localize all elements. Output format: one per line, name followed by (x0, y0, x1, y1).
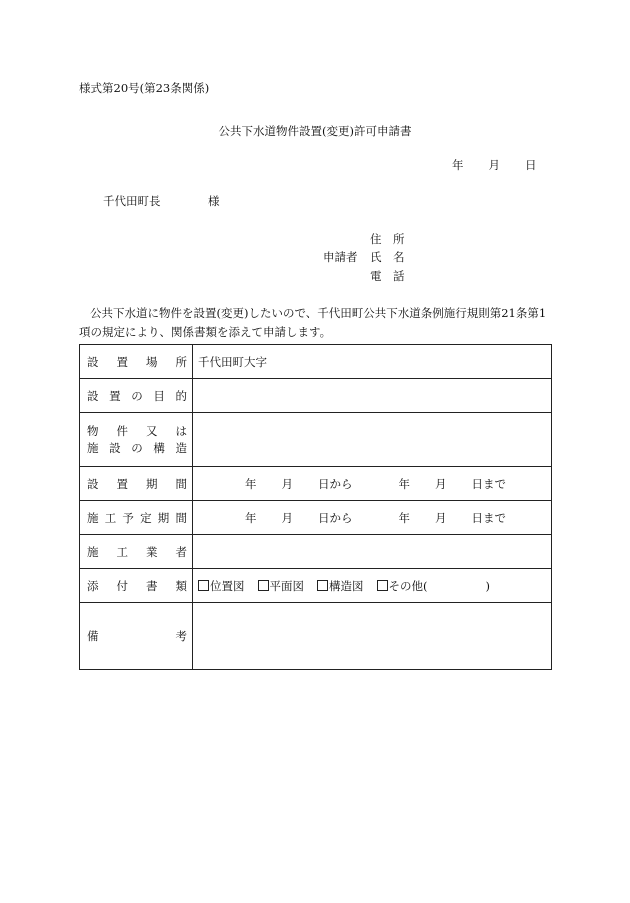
form-number: 様式第20号(第23条関係) (79, 81, 210, 95)
body-text: 公共下水道に物件を設置(変更)したいので、千代田町公共下水道条例施行規則第21条第1項の規定により、関係書類を添えて申請します。 (79, 306, 547, 339)
contractor-label: 施 工 業 者 (80, 535, 193, 569)
structure-value[interactable] (193, 413, 552, 467)
application-table (79, 344, 552, 670)
recipient-suffix: 様 (208, 194, 220, 208)
attachment-item[interactable]: その他( (377, 578, 428, 594)
remarks-value[interactable] (193, 603, 552, 670)
applicant-role: 申請者 (323, 250, 358, 264)
period-label: 設 置 期 間 (80, 467, 193, 501)
checkbox-icon[interactable] (377, 580, 388, 591)
contractor-value[interactable] (193, 535, 552, 569)
recipient-name: 千代田町長 (103, 194, 161, 208)
applicant-name-label: 氏 名 (370, 250, 405, 264)
attachment-item[interactable]: 平面図 (258, 578, 305, 594)
date-line (452, 157, 537, 173)
attachments-close: ) (485, 578, 490, 593)
checkbox-icon[interactable] (258, 580, 269, 591)
period-value[interactable]: 年 月 日から 年 月 日まで (193, 467, 552, 501)
date-day: 日 (525, 158, 537, 172)
location-label-text: 設 置 場 所 (87, 354, 187, 369)
applicant-address-label: 住 所 (370, 232, 405, 246)
row-contractor (80, 535, 552, 569)
row-location (80, 345, 552, 379)
remarks-label: 備 考 (80, 603, 193, 670)
location-label (80, 345, 193, 379)
construction-period-value[interactable]: 年 月 日から 年 月 日まで (193, 501, 552, 535)
attachment-item[interactable]: 位置図 (198, 578, 245, 594)
page-title: 公共下水道物件設置(変更)許可申請書 (218, 124, 412, 138)
checkbox-icon[interactable] (317, 580, 328, 591)
date-month: 月 (488, 158, 500, 172)
location-value[interactable]: 千代田町大字 (193, 345, 552, 379)
construction-period-label: 施 工 予 定 期 間 (80, 501, 193, 535)
purpose-value[interactable] (193, 379, 552, 413)
row-period (80, 467, 552, 501)
checkbox-icon[interactable] (198, 580, 209, 591)
row-remarks (80, 603, 552, 670)
attachment-item[interactable]: 構造図 (317, 578, 364, 594)
date-year: 年 (452, 158, 464, 172)
attachments-label: 添 付 書 類 (80, 569, 193, 603)
applicant-phone-label: 電 話 (370, 269, 405, 283)
row-attachments (80, 569, 552, 603)
row-purpose (80, 379, 552, 413)
purpose-label: 設 置 の 目 的 (80, 379, 193, 413)
attachments-value (193, 569, 552, 603)
row-structure (80, 413, 552, 467)
structure-label: 物 件 又 は 施 設 の 構 造 (80, 413, 193, 467)
row-construction-period (80, 501, 552, 535)
